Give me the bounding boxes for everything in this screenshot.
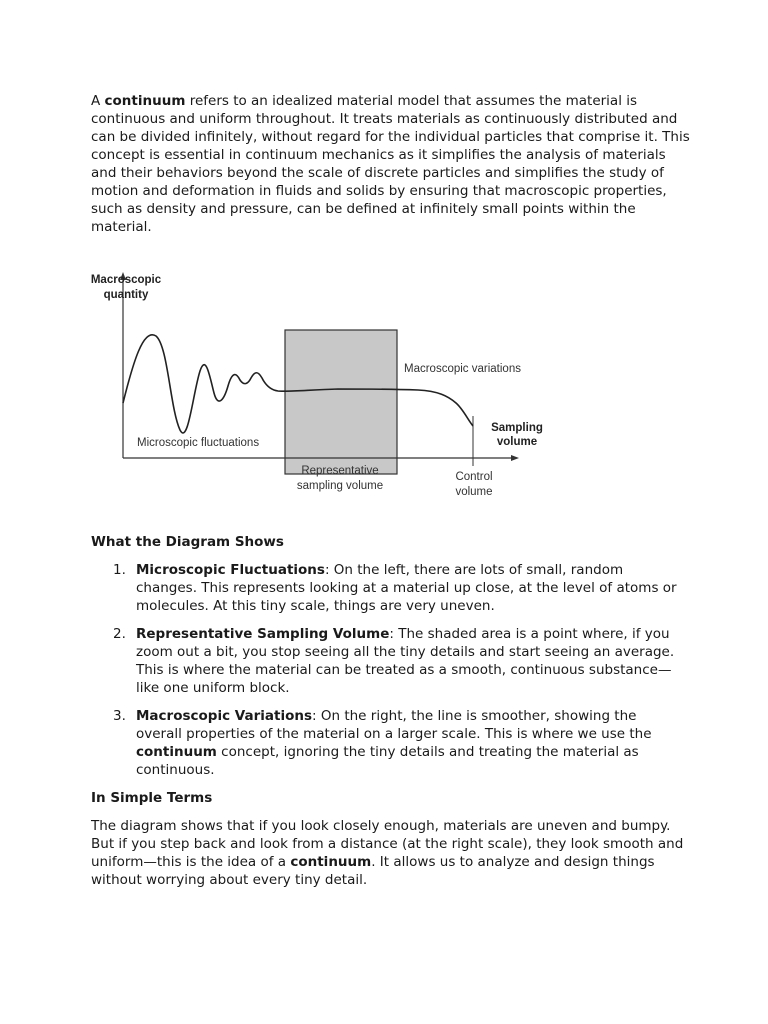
list-item: [91, 561, 681, 615]
list-item-term-continuum: continuum: [136, 744, 217, 760]
list-item-term: Representative Sampling Volume: [136, 626, 390, 642]
continuum-diagram: [88, 268, 548, 502]
list-item-number: 1.: [113, 562, 126, 578]
diagram-explanation-list: [91, 561, 681, 789]
macroscopic-variations-label: Macroscopic variations: [404, 363, 521, 375]
list-item-text: : On the right, the line is smoother, showing the overall properties of the material on a larger scale. This is where we use the: [136, 708, 652, 742]
list-item-number: 2.: [113, 626, 126, 642]
list-item: [91, 625, 681, 697]
outro-text-start: The diagram shows that if you look closely enough, materials are uneven and bumpy. But if you step back and look from a distance (at the right scale), they look smooth and uniform—this is the idea of a: [91, 818, 684, 870]
list-item-text: : On the left, there are lots of small, random changes. This represents looking at a material up close, at the level of atoms or molecules. At this tiny scale, things are very uneven.: [136, 562, 677, 614]
microscopic-fluctuations-label: Microscopic fluctuations: [137, 437, 260, 449]
outro-text-end: . It allows us to analyze and design things without worrying about every tiny detail.: [91, 854, 655, 888]
control-volume-label-line2: volume: [455, 486, 493, 498]
x-axis-label-line1: Sampling: [491, 422, 543, 434]
intro-text: refers to an idealized material model that assumes the material is continuous and uniform throughout. It treats materials as continuously distributed and can be divided infinitely, without regard for the individual particles that comprise it. This concept is essential in continuum mechanics as it simplifies the analysis of materials and their behaviors beyond the scale of discrete particles and simplifies the study of motion and deformation in fluids and solids by ensuring that macroscopic properties, such as density and pressure, can be defined at infinitely small points within the material.: [91, 93, 690, 235]
list-item-term: Microscopic Fluctuations: [136, 562, 325, 578]
x-axis-arrow: [511, 455, 519, 461]
box-label-line1: Representative: [301, 465, 379, 477]
simple-terms-paragraph: [91, 817, 691, 889]
outro-term: continuum: [290, 854, 372, 870]
x-axis-label-line2: volume: [496, 436, 538, 448]
intro-term: continuum: [104, 93, 186, 109]
intro-paragraph: [91, 92, 691, 236]
section-heading-diagram: What the Diagram Shows: [91, 534, 284, 550]
list-item-text: : The shaded area is a point where, if you zoom out a bit, you stop seeing all the tiny details and start seeing an average. This is where the material can be treated as a smooth, continuous substance—like one uniform block.: [136, 626, 675, 696]
control-volume-label-line1: Control: [455, 471, 493, 483]
y-axis-label-line1: Macroscopic: [90, 274, 162, 286]
representative-volume-box: [285, 330, 397, 474]
list-item: [91, 707, 681, 779]
list-item-term: Macroscopic Variations: [136, 708, 313, 724]
intro-prefix: A: [91, 93, 105, 109]
diagram-svg: [88, 268, 548, 502]
list-item-text-end: concept, ignoring the tiny details and treating the material as continuous.: [136, 744, 639, 778]
list-item-number: 3.: [113, 708, 126, 724]
y-axis-label-line2: quantity: [103, 289, 149, 301]
box-label-line2: sampling volume: [296, 480, 384, 492]
section-heading-simple-terms: In Simple Terms: [91, 790, 213, 806]
